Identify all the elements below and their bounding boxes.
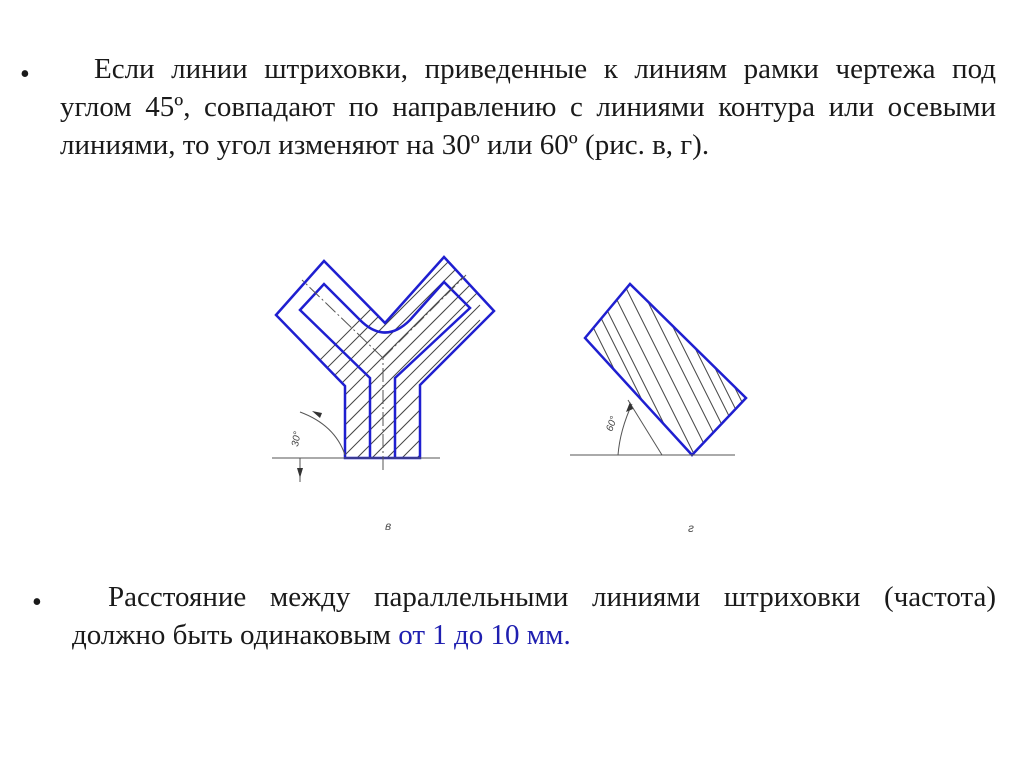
spacing-range-highlight: от 1 до 10 мм. <box>398 619 571 651</box>
figure-v-outer-contour <box>276 257 494 458</box>
figure-g-arrow <box>626 402 633 412</box>
bullet-1: • <box>20 59 30 90</box>
figure-g-rectangle <box>542 262 772 535</box>
figure-g-hatching <box>542 262 772 505</box>
figure-g-angle-arc <box>618 404 632 455</box>
figure-v-caption: в <box>385 519 392 533</box>
figure-g-caption: г <box>688 521 694 535</box>
figure-g-hatch-direction-line <box>628 400 662 455</box>
paragraph-hatching-spacing <box>72 578 996 654</box>
figure-v-arrow-top <box>312 411 322 418</box>
figure-v-arrow-bottom <box>297 468 303 478</box>
figure-v-axis-lines <box>302 275 466 470</box>
bullet-2: • <box>32 587 42 618</box>
figure-v-hatching <box>240 200 560 767</box>
figure-v-y-shape <box>240 200 560 767</box>
paragraph-hatching-spacing-text: Расстояние между параллельными линиями штриховки (частота) должно быть одинаковым <box>72 581 996 651</box>
figure-v-angle-arc <box>300 412 345 455</box>
figure-g-angle-label: 60° <box>604 415 620 434</box>
paragraph-hatching-angle: Если линии штриховки, приведенные к линиям рамки чертежа под углом 45º, совпадают по направлению с линиями контура или осевыми линиями, то угол изменяют на 30º или 60º (рис. в, г). <box>60 53 996 161</box>
figure-v-angle-label: 30° <box>290 430 304 448</box>
